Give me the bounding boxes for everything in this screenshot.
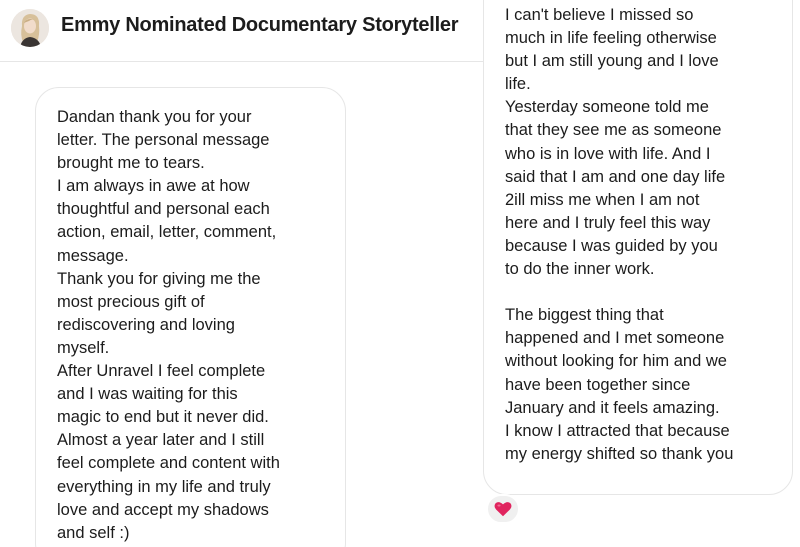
message-line: said that I am and one day life: [505, 167, 726, 186]
message-line: I can't believe I missed so: [505, 6, 694, 24]
message-line: rediscovering and loving: [57, 315, 235, 334]
message-line: myself.: [57, 338, 110, 357]
message-line: because I was guided by you: [505, 236, 718, 255]
message-line: here and I truly feel this way: [505, 213, 711, 232]
message-line: and self :): [57, 523, 130, 542]
message-line: Dandan thank you for your: [57, 108, 252, 126]
message-line: The biggest thing that: [505, 306, 664, 325]
message-line: action, email, letter, comment,: [57, 223, 277, 242]
right-chat-panel: [483, 0, 800, 547]
message-line: without looking for him and we: [505, 352, 727, 371]
message-line: love and accept my shadows: [57, 500, 269, 519]
profile-avatar-icon: [11, 9, 49, 47]
message-line: Almost a year later and I still: [57, 431, 265, 450]
message-line: letter. The personal message: [57, 131, 270, 150]
message-line: and I was waiting for this: [57, 385, 238, 404]
message-line: brought me to tears.: [57, 154, 205, 173]
message-line: everything in my life and truly: [57, 477, 271, 496]
message-line: Yesterday someone told me: [505, 98, 709, 117]
received-message-text-continued: [505, 4, 733, 466]
message-line: I know I attracted that because: [505, 421, 730, 440]
message-line: my energy shifted so thank you: [505, 444, 734, 463]
message-line: Thank you for giving me the: [57, 269, 261, 288]
message-line: but I am still young and I love: [505, 52, 719, 71]
message-line: life.: [505, 75, 531, 94]
message-line: that they see me as someone: [505, 121, 722, 140]
message-line: message.: [57, 246, 129, 265]
conversation-title: Emmy Nominated Documentary Storyteller: [61, 14, 459, 36]
heart-icon: [494, 501, 512, 517]
message-reaction[interactable]: [486, 494, 520, 524]
message-line: After Unravel I feel complete: [57, 362, 266, 381]
avatar[interactable]: [11, 9, 49, 47]
message-line: 2ill miss me when I am not: [505, 190, 700, 209]
message-line: much in life feeling otherwise: [505, 29, 717, 48]
message-line: I am always in awe at how: [57, 177, 250, 196]
message-line: thoughtful and personal each: [57, 200, 270, 219]
received-message-text: [57, 106, 280, 545]
message-line: happened and I met someone: [505, 329, 725, 348]
message-line: who is in love with life. And I: [505, 144, 711, 163]
message-line: [505, 281, 733, 304]
chat-header: [0, 0, 483, 62]
message-line: most precious gift of: [57, 292, 205, 311]
message-line: magic to end but it never did.: [57, 408, 269, 427]
message-line: have been together since: [505, 375, 691, 394]
message-line: to do the inner work.: [505, 260, 655, 279]
message-line: feel complete and content with: [57, 454, 280, 473]
message-line: January and it feels amazing.: [505, 398, 720, 417]
